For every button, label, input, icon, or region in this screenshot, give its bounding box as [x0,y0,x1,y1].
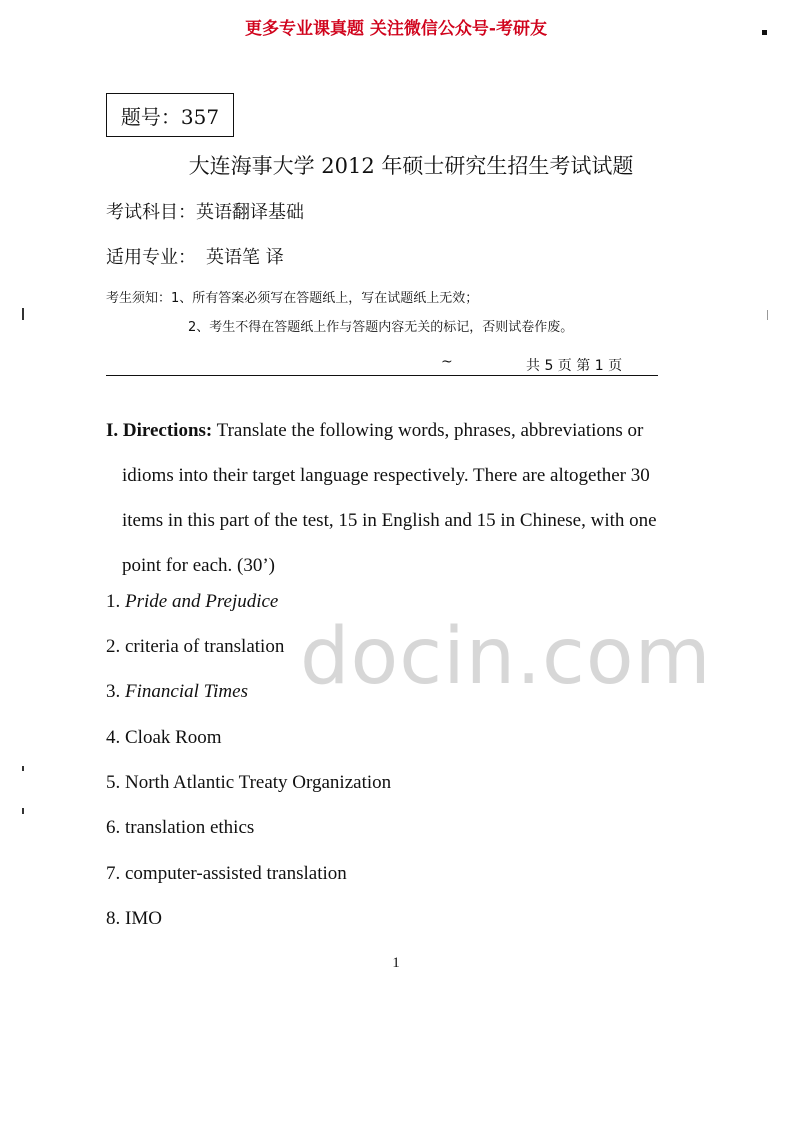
list-item [106,591,278,613]
item-number: 6. [106,817,121,838]
item-number: 7. [106,863,121,884]
directions-block [106,408,698,588]
item-number: 4. [106,727,121,748]
subject-value: 英语翻译基础 [196,202,304,223]
major-line [106,243,284,269]
subject-line [106,198,304,224]
list-item [106,772,391,794]
major-label: 适用专业： [106,247,196,268]
item-number: 1. [106,591,121,612]
notice-line-1: 考生须知：1、所有答案必须写在答题纸上，写在试题纸上无效； [106,291,479,306]
item-text: translation ethics [125,817,255,838]
page-count: 共 5 页 第 1 页 [526,358,623,374]
list-item [106,727,222,749]
scan-mark [22,766,24,771]
scan-mark [22,808,24,814]
item-text: Financial Times [125,681,248,702]
directions-line-4: point for each. (30’) [122,555,275,576]
list-item [106,908,162,930]
scan-speck [762,30,767,35]
list-item [106,817,254,839]
item-text: criteria of translation [125,636,285,657]
list-item [106,863,347,885]
item-text: Pride and Prejudice [125,591,279,612]
major-value: 英语笔 译 [206,247,284,268]
item-number: 8. [106,908,121,929]
directions-lead: I. Directions: [106,420,213,441]
directions-line-2: idioms into their target language respectively. There are altogether 30 [122,465,650,486]
list-item [106,681,248,703]
item-text: computer-assisted translation [125,863,347,884]
item-text: Cloak Room [125,727,222,748]
item-text: IMO [125,908,162,929]
notice-line-2: 2、考生不得在答题纸上作与答题内容无关的标记，否则试卷作废。 [188,320,574,335]
list-item [106,636,284,658]
page-number: 1 [392,955,400,971]
watermark: docin.com [300,612,712,702]
item-text: North Atlantic Treaty Organization [125,772,392,793]
subject-label: 考试科目： [106,202,196,223]
question-code-box: 题号：357 [106,93,234,137]
item-number: 5. [106,772,121,793]
scan-mark [22,308,24,320]
directions-line-3: items in this part of the test, 15 in English and 15 in Chinese, with one [122,510,657,531]
promo-banner: 更多专业课真题 关注微信公众号-考研友 [245,19,547,39]
page-tilde: ~ [441,354,453,370]
item-number: 2. [106,636,121,657]
item-number: 3. [106,681,121,702]
directions-line-1: Translate the following words, phrases, abbreviations or [212,420,644,441]
header-rule [106,375,658,376]
exam-title: 大连海事大学 2012 年硕士研究生招生考试试题 [188,154,634,178]
scan-mark [767,310,768,320]
